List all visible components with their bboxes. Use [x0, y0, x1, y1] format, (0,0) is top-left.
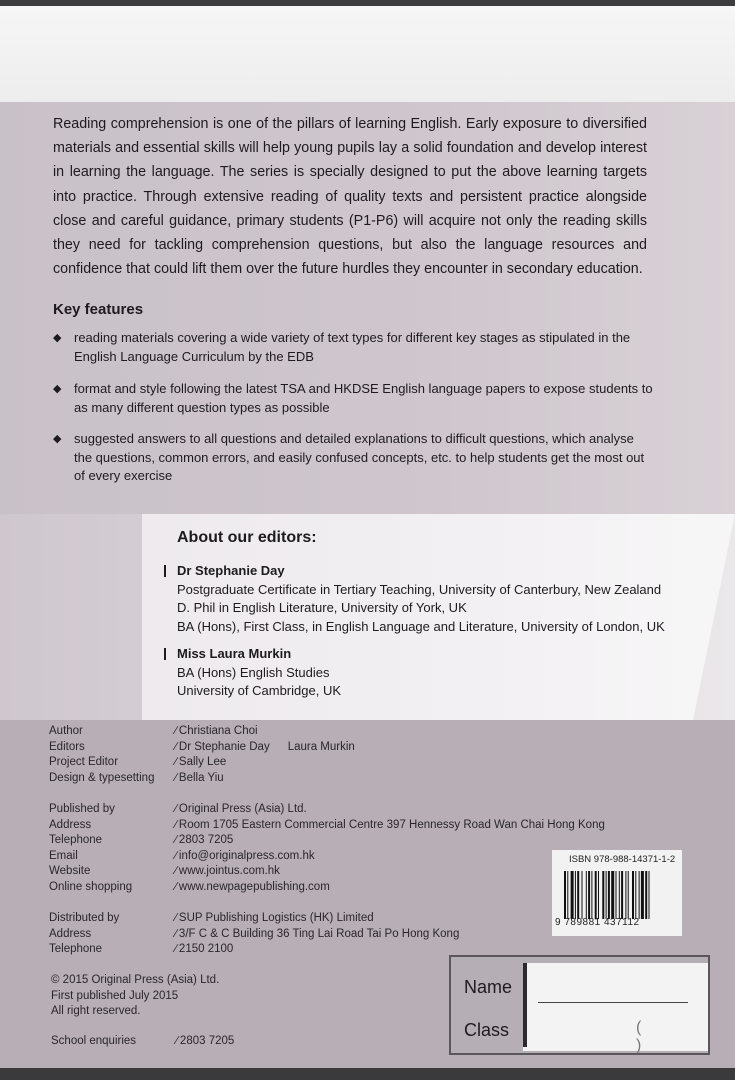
publisher-value: ∕ Original Press (Asia) Ltd. — [175, 802, 307, 818]
class-label: Class — [464, 1020, 510, 1040]
key-feature-text: suggested answers to all questions and detailed explanations to difficult questions, which analyse the questions, common errors, and easily confused concepts, etc. to help students get the most out of every exercise — [74, 431, 645, 483]
diamond-bullet-icon: ◆ — [53, 383, 62, 395]
copyright-block — [51, 973, 219, 1020]
publisher-label: Website — [49, 865, 91, 878]
editor-credential: University of Cambridge, UK — [177, 683, 341, 698]
publisher-label: Email — [49, 849, 78, 862]
intro-section — [0, 102, 735, 514]
publisher-value: ∕ Room 1705 Eastern Commercial Centre 397 Hennessy Road Wan Chai Hong Kong — [175, 818, 605, 834]
editors-section — [0, 514, 735, 720]
credit-value: ∕ Bella Yiu — [175, 771, 224, 787]
book-back-cover — [0, 6, 735, 1074]
editor-name: Dr Stephanie Day — [177, 563, 285, 578]
key-feature-item — [53, 380, 653, 417]
rights-line: All right reserved. — [51, 1005, 141, 1018]
publisher-label: Online shopping — [49, 880, 133, 893]
name-write-line — [538, 1002, 688, 1003]
isbn-barcode — [552, 850, 682, 936]
publisher-label: Address — [49, 818, 92, 831]
school-enquiries-value: ∕ 2803 7205 — [176, 1035, 234, 1047]
copyright-line: © 2015 Original Press (Asia) Ltd. — [51, 974, 220, 986]
name-class-box — [449, 955, 710, 1055]
editors-title: About our editors: — [177, 529, 317, 546]
distributor-value: ∕ SUP Publishing Logistics (HK) Limited — [175, 911, 374, 927]
key-feature-item — [53, 430, 653, 486]
key-feature-text: reading materials covering a wide variety of text types for different key stages as stipulated in the English Language Curriculum by the EDB — [74, 330, 631, 364]
distributor-label: Distributed by — [49, 912, 120, 924]
editor-credential: BA (Hons) English Studies — [177, 664, 330, 680]
school-enquiries — [51, 1035, 235, 1047]
credit-label: Author — [49, 725, 83, 737]
distributor-label: Address — [49, 927, 92, 940]
credit-label: Project Editor — [49, 756, 119, 769]
bar-marker-icon — [164, 565, 166, 577]
barcode-number: 9 789881 437112 — [555, 917, 640, 928]
publisher-label: Published by — [49, 803, 115, 815]
name-class-divider — [523, 963, 527, 1047]
distributor-value: ∕ 2150 2100 — [175, 942, 233, 958]
bar-marker-icon — [164, 648, 166, 660]
key-feature-text: format and style following the latest TSA and HKDSE English language papers to expose students to as many different question types as possible — [74, 381, 653, 415]
credit-value: ∕ Christiana Choi — [175, 724, 258, 740]
distributor-value: ∕ 3/F C & C Building 36 Ting Lai Road Tai Po Hong Kong — [175, 927, 459, 943]
editor-entry — [164, 645, 684, 701]
credit-value: ∕ Dr Stephanie Day Laura Murkin — [175, 740, 355, 756]
diamond-bullet-icon: ◆ — [53, 332, 62, 344]
barcode-icon — [564, 871, 676, 919]
table-surface — [0, 1068, 735, 1080]
diamond-bullet-icon: ◆ — [53, 433, 62, 445]
name-label: Name — [464, 977, 513, 997]
editor-credential: Postgraduate Certificate in Tertiary Teaching, University of Canterbury, New Zealand — [177, 581, 662, 597]
publisher-value: ∕ 2803 7205 — [175, 833, 233, 849]
editors-card — [142, 514, 693, 720]
school-enquiries-label: School enquiries — [51, 1035, 137, 1047]
publisher-value: ∕ info@originalpress.com.hk — [175, 849, 315, 865]
isbn-text: ISBN 978-988-14371-1-2 — [569, 854, 676, 865]
editor-credential: BA (Hons), First Class, in English Language and Literature, University of London, UK — [177, 618, 665, 634]
intro-paragraph: Reading comprehension is one of the pillars of learning English. Early exposure to diversified materials and essential skills will help young pupils lay a solid foundation and develop interest in learning the language. The series is specially designed to put the above learning targets into practice. Through extensive reading of quality texts and persistent practice alongside close and careful guidance, primary students (P1-P6) will acquire not only the reading skills they need for tackling comprehension questions, but also the language resources and confidence that could lift them over the future hurdles they encounter in secondary education. — [53, 116, 647, 278]
credit-extra: Laura Murkin — [287, 740, 355, 753]
distributor-label: Telephone — [49, 943, 103, 956]
key-feature-item — [53, 329, 653, 366]
editor-credential: D. Phil in English Literature, University of York, UK — [177, 600, 467, 615]
first-published-line: First published July 2015 — [51, 989, 179, 1002]
key-features-title: Key features — [53, 301, 144, 318]
credit-value: ∕ Sally Lee — [175, 755, 226, 771]
publisher-value: ∕ www.newpagepublishing.com — [175, 880, 330, 896]
editor-name: Miss Laura Murkin — [177, 646, 292, 661]
credit-label: Editors — [49, 740, 85, 753]
credit-label: Design & typesetting — [49, 771, 155, 784]
editor-entry — [164, 562, 684, 636]
top-band — [0, 6, 735, 102]
class-number-brackets: ( ) — [636, 1019, 662, 1054]
publisher-value: ∕ www.jointus.com.hk — [175, 864, 280, 880]
publisher-label: Telephone — [49, 834, 103, 847]
